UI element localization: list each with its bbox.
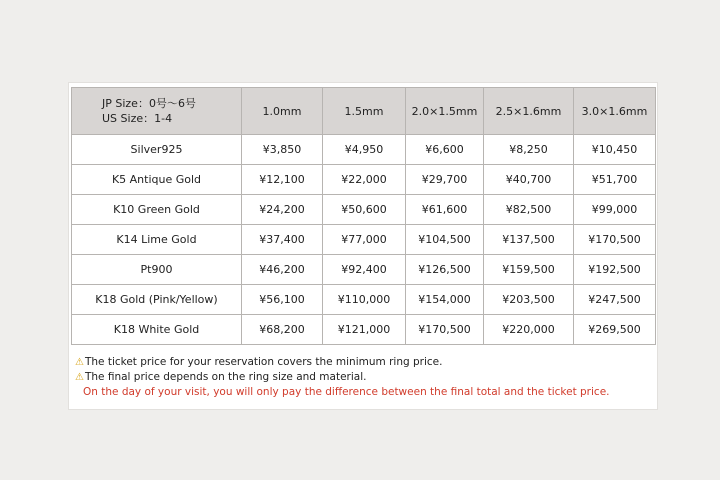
- notes-block: [75, 355, 610, 399]
- price-cell: ¥68,200: [242, 315, 323, 345]
- price-cell: ¥22,000: [323, 165, 406, 195]
- price-cell: ¥159,500: [484, 255, 574, 285]
- material-cell: K18 Gold (Pink/Yellow): [72, 285, 242, 315]
- price-cell: ¥121,000: [323, 315, 406, 345]
- us-size-label: US Size：1-4: [102, 112, 173, 125]
- price-cell: ¥51,700: [574, 165, 656, 195]
- price-cell: ¥12,100: [242, 165, 323, 195]
- price-cell: ¥110,000: [323, 285, 406, 315]
- warning-icon: ⚠: [75, 357, 84, 368]
- width-header: 3.0×1.6mm: [574, 88, 656, 135]
- price-cell: ¥82,500: [484, 195, 574, 225]
- price-cell: ¥126,500: [406, 255, 484, 285]
- note-text: The final price depends on the ring size and material.: [84, 371, 367, 383]
- table-row: [72, 225, 656, 255]
- price-cell: ¥50,600: [323, 195, 406, 225]
- price-cell: ¥170,500: [574, 225, 656, 255]
- width-header: 2.5×1.6mm: [484, 88, 574, 135]
- table-row: [72, 195, 656, 225]
- note-line-3: On the day of your visit, you will only pay the difference between the final total and the ticket price.: [83, 386, 610, 398]
- price-cell: ¥247,500: [574, 285, 656, 315]
- header-row: [72, 88, 656, 135]
- warning-icon: ⚠: [75, 372, 84, 383]
- price-cell: ¥37,400: [242, 225, 323, 255]
- price-cell: ¥220,000: [484, 315, 574, 345]
- price-cell: ¥104,500: [406, 225, 484, 255]
- table-row: [72, 315, 656, 345]
- price-cell: ¥154,000: [406, 285, 484, 315]
- price-cell: ¥61,600: [406, 195, 484, 225]
- price-cell: ¥192,500: [574, 255, 656, 285]
- price-cell: ¥24,200: [242, 195, 323, 225]
- table-row: [72, 285, 656, 315]
- width-header: 1.5mm: [323, 88, 406, 135]
- note-line-1: [75, 355, 610, 370]
- price-cell: ¥203,500: [484, 285, 574, 315]
- price-cell: ¥3,850: [242, 135, 323, 165]
- price-cell: ¥46,200: [242, 255, 323, 285]
- material-cell: Silver925: [72, 135, 242, 165]
- table-row: [72, 165, 656, 195]
- price-cell: ¥56,100: [242, 285, 323, 315]
- price-cell: ¥4,950: [323, 135, 406, 165]
- note-line-2: [75, 370, 610, 385]
- jp-size-label: JP Size：0号〜6号: [102, 97, 196, 110]
- material-cell: K14 Lime Gold: [72, 225, 242, 255]
- price-cell: ¥77,000: [323, 225, 406, 255]
- price-cell: ¥269,500: [574, 315, 656, 345]
- price-cell: ¥10,450: [574, 135, 656, 165]
- price-cell: ¥99,000: [574, 195, 656, 225]
- price-cell: ¥6,600: [406, 135, 484, 165]
- price-cell: ¥170,500: [406, 315, 484, 345]
- price-card: [68, 82, 658, 410]
- price-cell: ¥40,700: [484, 165, 574, 195]
- material-cell: K18 White Gold: [72, 315, 242, 345]
- price-cell: ¥8,250: [484, 135, 574, 165]
- width-header: 2.0×1.5mm: [406, 88, 484, 135]
- width-header: 1.0mm: [242, 88, 323, 135]
- price-table: [71, 87, 656, 345]
- material-cell: Pt900: [72, 255, 242, 285]
- table-row: [72, 135, 656, 165]
- price-cell: ¥137,500: [484, 225, 574, 255]
- price-cell: ¥92,400: [323, 255, 406, 285]
- material-cell: K10 Green Gold: [72, 195, 242, 225]
- size-header-cell: [72, 88, 242, 135]
- price-cell: ¥29,700: [406, 165, 484, 195]
- material-cell: K5 Antique Gold: [72, 165, 242, 195]
- note-text: The ticket price for your reservation covers the minimum ring price.: [84, 356, 443, 368]
- table-row: [72, 255, 656, 285]
